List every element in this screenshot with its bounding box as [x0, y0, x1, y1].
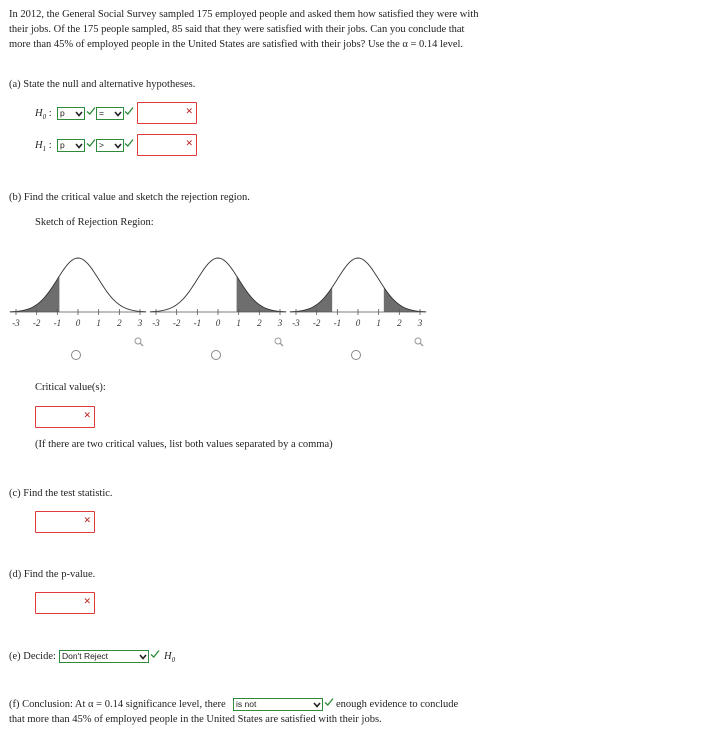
problem-statement: In 2012, the General Social Survey sampled 175 employed people and asked them how satisfied they were with their jobs. Of the 175 people sampled, 85 said that they were satisfied with their jobs. Can you conclude that more than 45% of employed people in the United States are satisfied with their jobs? Use the α = 0.14 level.: [9, 9, 479, 50]
rejection-region-0: [237, 276, 287, 312]
part-a-label: (a) State the null and alternative hypotheses.: [9, 79, 196, 90]
sketch-radio-two[interactable]: [351, 350, 361, 360]
h0-parameter-value: p: [60, 108, 65, 118]
tick-label: -3: [12, 318, 20, 328]
part-e-label: (e) Decide:: [9, 651, 56, 662]
check-icon: [124, 138, 134, 148]
tick-label: -3: [292, 318, 300, 328]
zoom-icon[interactable]: [274, 337, 284, 347]
chevron-down-icon: [139, 652, 147, 661]
tick-label: 1: [96, 318, 101, 328]
rejection-sketch-two-tail[interactable]: [288, 250, 428, 335]
chevron-down-icon: [114, 109, 122, 118]
chevron-down-icon: [75, 141, 83, 150]
tick-label: -3: [152, 318, 160, 328]
h0-relation-value: =: [99, 108, 104, 118]
incorrect-x-icon: ✕: [185, 107, 193, 117]
tick-label: 2: [117, 318, 122, 328]
check-icon: [86, 106, 96, 116]
h0-parameter-select[interactable]: [57, 107, 85, 120]
tick-label: 0: [75, 318, 81, 328]
tick-label: 3: [137, 318, 143, 328]
tick-label: 2: [257, 318, 262, 328]
sketch-radio-left[interactable]: [71, 350, 81, 360]
tick-label: 1: [236, 318, 241, 328]
conclusion-prefix: (f) Conclusion: At α = 0.14 significance level, there: [9, 699, 226, 710]
h1-relation-value: >: [99, 140, 104, 150]
conclusion-line2: that more than 45% of employed people in the United States are satisfied with their jobs.: [9, 714, 382, 725]
decision-select[interactable]: [59, 650, 149, 663]
h1-parameter-select[interactable]: [57, 139, 85, 152]
tick-label: -1: [53, 318, 62, 328]
part-c-label: (c) Find the test statistic.: [9, 488, 113, 499]
tick-label: 3: [277, 318, 283, 328]
rejection-sketch-left-tail[interactable]: [8, 250, 148, 335]
decision-value: Don't Reject: [62, 651, 109, 661]
h1-value-input[interactable]: [137, 134, 197, 156]
normal-curve: [150, 258, 286, 312]
tick-label: -1: [333, 318, 342, 328]
tick-label: 1: [376, 318, 381, 328]
p-value-input[interactable]: [35, 592, 95, 614]
rejection-region-0: [10, 276, 60, 312]
chevron-down-icon: [75, 109, 83, 118]
check-icon: [86, 138, 96, 148]
h0-symbol: $H_0$ :: [35, 108, 52, 122]
check-icon: [124, 106, 134, 116]
chevron-down-icon: [114, 141, 122, 150]
part-d-label: (d) Find the p-value.: [9, 569, 96, 580]
h1-parameter-value: p: [60, 140, 65, 150]
incorrect-x-icon: ✕: [185, 139, 193, 149]
normal-curve: [10, 258, 146, 312]
tick-label: -1: [193, 318, 202, 328]
tick-label: 0: [355, 318, 361, 328]
sketch-radio-right[interactable]: [211, 350, 221, 360]
h1-symbol: $H_1$ :: [35, 140, 52, 154]
tick-label: -2: [172, 318, 181, 328]
incorrect-x-icon: ✕: [83, 516, 91, 526]
h0-relation-select[interactable]: [96, 107, 124, 120]
zoom-icon[interactable]: [134, 337, 144, 347]
incorrect-x-icon: ✕: [83, 597, 91, 607]
critical-value-input[interactable]: [35, 406, 95, 428]
zoom-icon[interactable]: [414, 337, 424, 347]
tick-label: 3: [417, 318, 423, 328]
h0-value-input[interactable]: [137, 102, 197, 124]
decision-h0: $H_0$: [164, 651, 176, 665]
conclusion-value: is not: [236, 699, 257, 709]
chevron-down-icon: [313, 700, 321, 709]
check-icon: [324, 697, 334, 707]
tick-label: -2: [312, 318, 321, 328]
part-b-label: (b) Find the critical value and sketch the rejection region.: [9, 192, 250, 203]
rejection-sketch-right-tail[interactable]: [148, 250, 288, 335]
h1-relation-select[interactable]: [96, 139, 124, 152]
tick-label: -2: [32, 318, 41, 328]
incorrect-x-icon: ✕: [83, 411, 91, 421]
sketch-label: Sketch of Rejection Region:: [35, 217, 154, 228]
conclusion-suffix: enough evidence to conclude: [336, 699, 459, 710]
check-icon: [150, 649, 160, 659]
conclusion-select[interactable]: [233, 698, 323, 711]
test-statistic-input[interactable]: [35, 511, 95, 533]
critical-value-hint: (If there are two critical values, list both values separated by a comma): [35, 439, 333, 450]
normal-curve: [290, 258, 426, 312]
tick-label: 2: [397, 318, 402, 328]
tick-label: 0: [215, 318, 221, 328]
critical-value-label: Critical value(s):: [35, 382, 106, 393]
